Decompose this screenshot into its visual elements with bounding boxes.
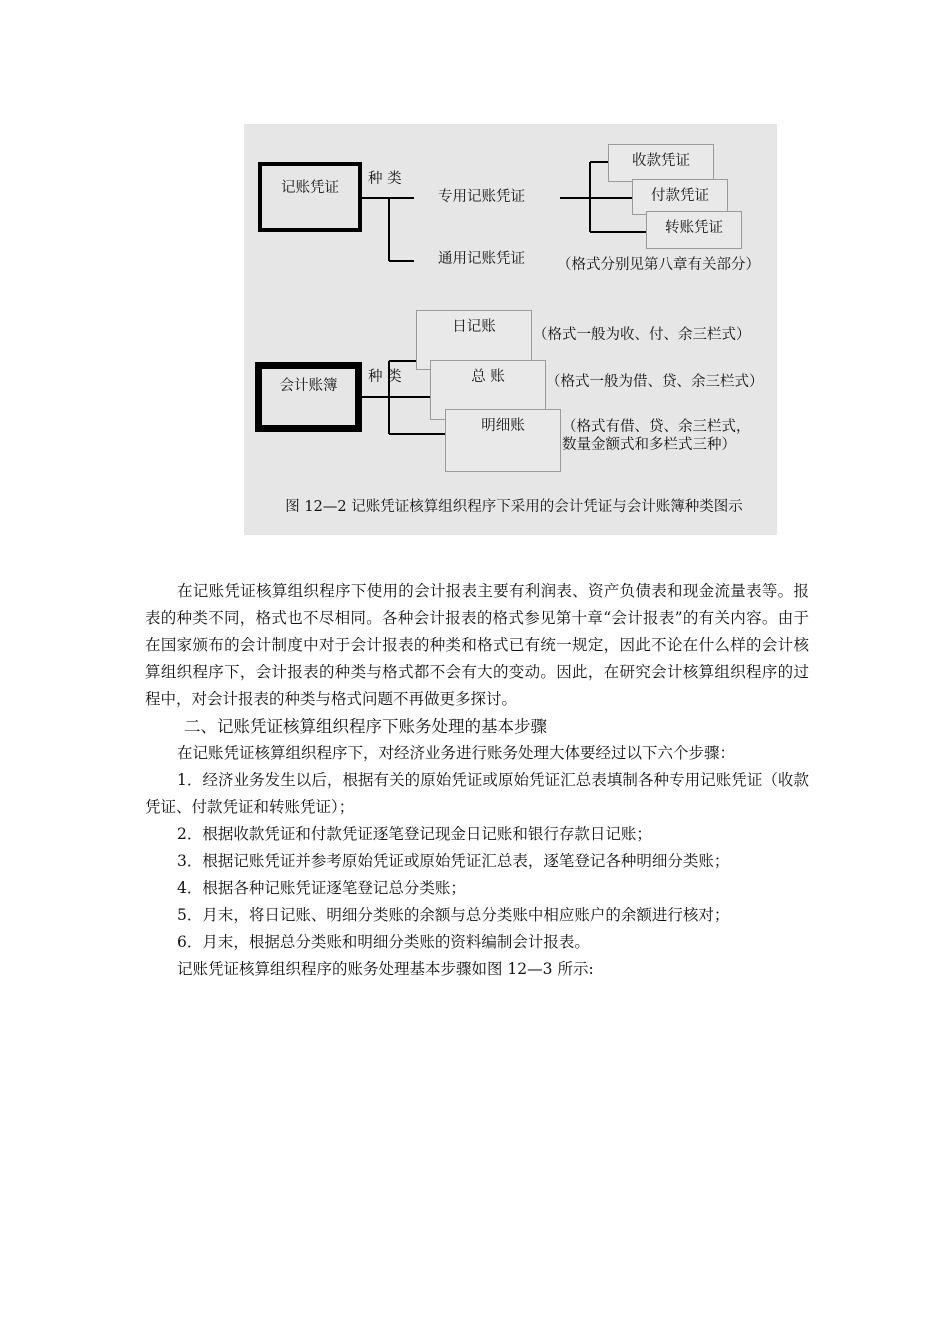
payment-voucher-label: 付款凭证	[651, 188, 709, 204]
section-heading: 二、记账凭证核算组织程序下账务处理的基本步骤	[184, 717, 547, 736]
transfer-voucher-label: 转账凭证	[665, 220, 723, 236]
steps-intro: 在记账凭证核算组织程序下，对经济业务进行账务处理大体要经过以下六个步骤：	[177, 744, 736, 762]
book-box	[255, 362, 362, 432]
voucher-format-note: （格式分别见第八章有关部分）	[557, 257, 760, 273]
voucher-book-diagram	[244, 124, 777, 535]
transfer-voucher-box	[646, 211, 742, 249]
general-ledger-label: 总 账	[471, 369, 505, 385]
journal-label: 日记账	[452, 319, 496, 335]
voucher-types-label: 种 类	[368, 171, 402, 187]
step-2: 2．根据收款凭证和付款凭证逐笔登记现金日记账和银行存款日记账；	[177, 825, 652, 843]
book-box-label: 会计账簿	[279, 378, 338, 394]
step-3: 3．根据记账凭证并参考原始凭证或原始凭证汇总表，逐笔登记各种明细分类账；	[177, 852, 730, 870]
special-voucher-label: 专用记账凭证	[438, 189, 525, 205]
step-1: 1．经济业务发生以后，根据有关的原始凭证或原始凭证汇总表填制各种专用记账凭证（收款凭证、付款凭证和转账凭证）；	[145, 771, 809, 816]
payment-voucher-box	[632, 179, 728, 215]
step-4: 4．根据各种记账凭证逐笔登记总分类账；	[177, 879, 466, 897]
voucher-box-label: 记账凭证	[281, 180, 339, 196]
receipt-voucher-label: 收款凭证	[632, 153, 690, 169]
receipt-voucher-box	[608, 144, 714, 182]
general-voucher-label: 通用记账凭证	[438, 251, 525, 267]
paragraph-reports: 在记账凭证核算组织程序下使用的会计报表主要有利润表、资产负债表和现金流量表等。报表的种类不同，格式也不尽相同。各种会计报表的格式参见第十章“会计报表”的有关内容。由于在国家颁布的会计制度中对于会计报表的种类和格式已有统一规定，因此不论在什么样的会计核算组织程序下，会计报表的种类与格式都不会有大的变动。因此，在研究会计核算组织程序的过程中，对会计报表的种类与格式问题不再做更多探讨。	[145, 582, 809, 708]
voucher-box	[258, 162, 362, 232]
subsidiary-ledger-label: 明细账	[481, 418, 525, 434]
step-5: 5．月末，将日记账、明细分类账的余额与总分类账中相应账户的余额进行核对；	[177, 906, 730, 924]
book-types-label: 种 类	[368, 369, 402, 385]
closing-line: 记账凭证核算组织程序的账务处理基本步骤如图 12—3 所示:	[177, 960, 594, 978]
figure-caption: 图 12—2 记账凭证核算组织程序下采用的会计凭证与会计账簿种类图示	[285, 499, 743, 515]
subsidiary-ledger-box	[445, 409, 561, 472]
subsidiary-format-note: （格式有借、贷、余三栏式，数量金额式和多栏式三种）	[562, 419, 751, 453]
ledger-format-note: （格式一般为借、贷、余三栏式）	[546, 374, 764, 390]
journal-format-note: （格式一般为收、付、余三栏式）	[533, 327, 751, 343]
step-6: 6．月末，根据总分类账和明细分类账的资料编制会计报表。	[177, 933, 590, 951]
